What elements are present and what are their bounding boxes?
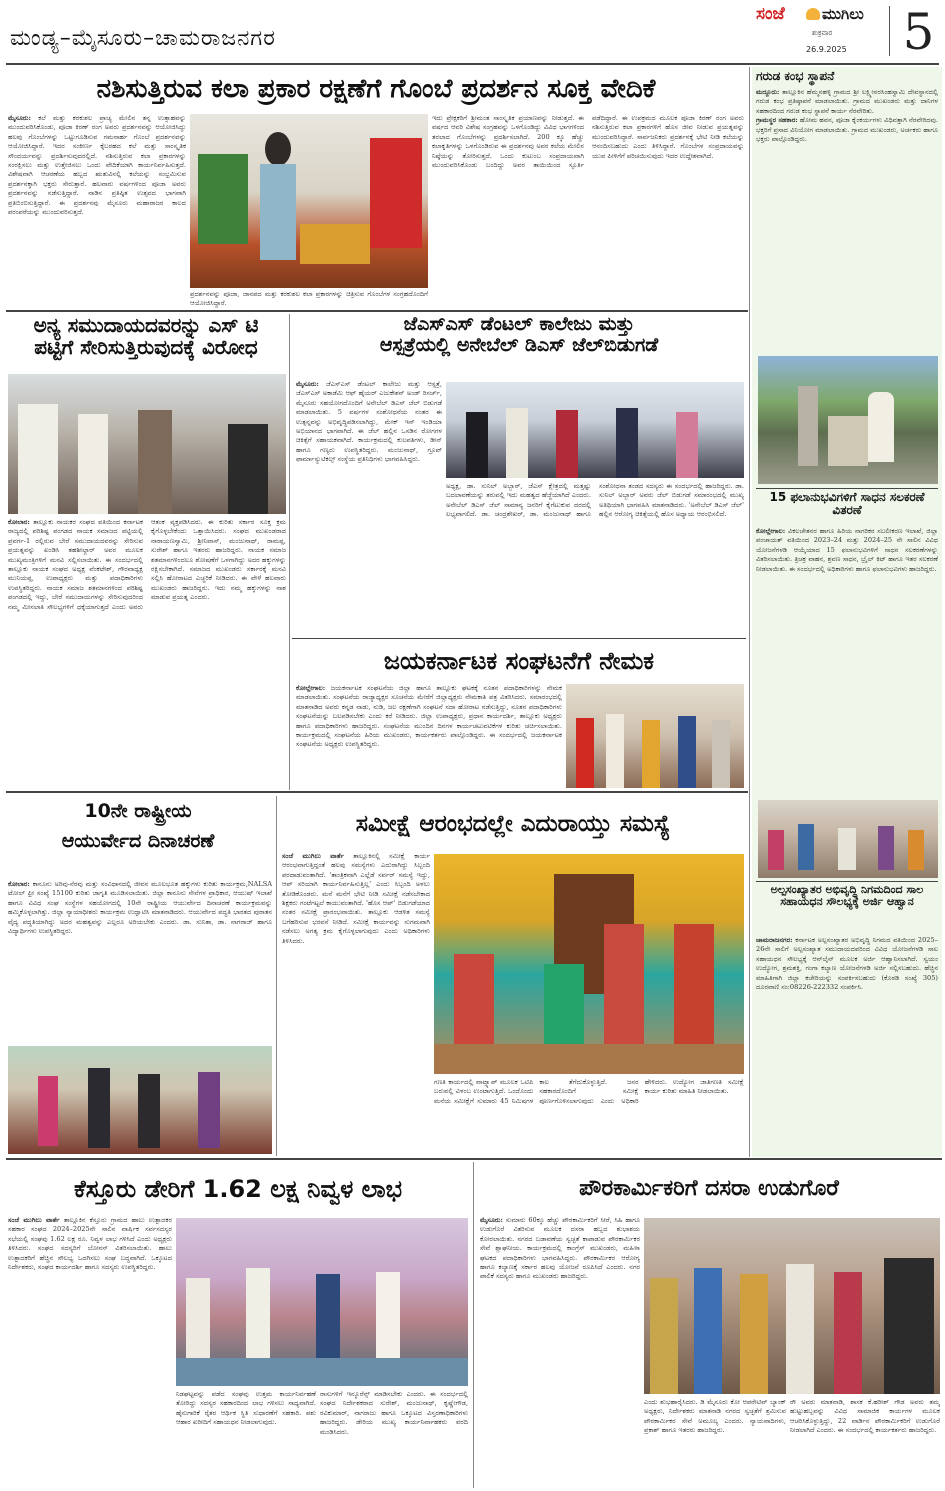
dateline: ಸಂಜೆ ಮುಗಿಲು ವಾರ್ತೆ	[8, 1216, 60, 1224]
issue-day: ಶುಕ್ರವಾರ	[812, 29, 833, 37]
page-header	[0, 0, 945, 66]
article-headline	[6, 314, 286, 370]
body-text: ಕರ್ನಾಟಕ ಅಲ್ಪಸಂಖ್ಯಾತರ ಅಭಿವೃದ್ಧಿ ನಿಗಮದ ವತಿಯಿಂದ 2025–26ನೇ ಸಾಲಿಗೆ ಅಲ್ಪಸಂಖ್ಯಾತ ಸಮುದಾಯದವರಿಂದ ವಿವಿಧ ಯೋಜನೆಗಳಡಿ ಸಾಲ ಸಹಾಯಧನ ಸೌಲಭ್ಯಕ್ಕೆ ಆನ್‌ಲೈನ್ ಮೂಲಕ ಅರ್ಜಿ ಆಹ್ವಾನಿಸಲಾಗಿದೆ. ಸ್ವಯಂ ಉದ್ಯೋಗ, ಶ್ರಮಶಕ್ತಿ, ಗಂಗಾ ಕಲ್ಯಾಣ ಯೋಜನೆಗಳಡಿ ಅರ್ಜಿ ಸಲ್ಲಿಸಬಹುದು. ಹೆಚ್ಚಿನ ಮಾಹಿತಿಗಾಗಿ ಜಿಲ್ಲಾ ಕಚೇರಿಯನ್ನು ಸಂಪರ್ಕಿಸಬಹುದು (ಕೊಠಡಿ ಸಂಖ್ಯೆ 305) ದೂರವಾಣಿ ಸಂ:08226-222332 ಸಂಪರ್ಕಿಸಿ.	[756, 936, 938, 992]
headline-line: ಅನ್ಯ ಸಮುದಾಯದವರನ್ನು ಎಸ್ ಟಿ	[33, 314, 259, 337]
article-body	[756, 527, 938, 795]
article-headline: ಕೆಸ್ತೂರು ಡೇರಿಗೆ 1.62 ಲಕ್ಷ ನಿವ್ವಳ ಲಾಭ	[73, 1175, 402, 1203]
photo-appointment	[566, 684, 744, 788]
article-body: ಎಂದು ಶುಭಹಾರೈಸಿದರು. ಡಿ ಮೈಸೂರು ಕೋ ಆಪರೇಟಿವ್ ಬ್ಯಾಂಕ್ ಅಧ್ಯಕ್ಷರು, ನಿರ್ದೇಶಕರು ಮಾತನಾಡಿ ನಗರದ ಸ್ವಚ್ಛತೆಗೆ ಶ್ರಮಿಸುವ ಪೌರಕಾರ್ಮಿಕರ ಸೇವೆ ಅಮೂಲ್ಯ ಎಂದರು. ನ್ಯಾಯವಾದಿಗಳು, ಪ್ರಕಾಶ್ ಹಾಗೂ ಇತರರು ಹಾಜರಿದ್ದರು.	[644, 1398, 786, 1435]
article-headline: ಗರುಡ ಕಂಭ ಸ್ಥಾಪನೆ	[756, 70, 835, 83]
issue-date: 26.9.2025	[806, 45, 847, 54]
section-title: ಮಂಡ್ಯ–ಮೈಸೂರು–ಚಾಮರಾಜನಗರ	[10, 26, 276, 51]
photo-st-protest	[8, 374, 286, 514]
body-text: ಕಾನೂನು ಅರಿವು-ನೆರವು ಮತ್ತು ಸಂವಿಧಾನದಲ್ಲಿ ಜೀವನ ಮೂಲಭೂತ ಹಕ್ಕುಗಳು ಕುರಿತು ಕಾರ್ಯಕ್ರಮ,NALSA ಟೋಲ್ ಫ್ರೀ ಸಂಖ್ಯೆ 15100 ಕುರಿತು ಜಾಗೃತಿ ಮೂಡಿಸಲಾಯಿತು. ಜಿಲ್ಲಾ ಕಾನೂನು ಸೇವೆಗಳ ಪ್ರಾಧಿಕಾರ, ಆಯುಷ್ ಇಲಾಖೆ ಹಾಗೂ ವಿವಿಧ ಸಂಘ ಸಂಸ್ಥೆಗಳ ಸಹಯೋಗದಲ್ಲಿ 10ನೇ ರಾಷ್ಟ್ರೀಯ ಆಯುರ್ವೇದ ದಿನಾಚರಣೆ ಕಾರ್ಯಕ್ರಮವನ್ನು ಹಮ್ಮಿಕೊಳ್ಳಲಾಗಿತ್ತು. ಜಿಲ್ಲಾ ನ್ಯಾಯಾಧೀಶರು ಕಾರ್ಯಕ್ರಮ ಉದ್ಘಾಟಿಸಿ ಮಾತನಾಡಿದರು. ಆಯುರ್ವೇದ ಪದ್ಧತಿ ಭಾರತದ ಪುರಾತನ ವೈದ್ಯ ಪದ್ಧತಿಯಾಗಿದ್ದು ಅದರ ಮಹತ್ವವನ್ನು ಎಲ್ಲರೂ ಅರಿಯಬೇಕು ಎಂದರು. ಡಾ. ಸುನಿತಾ, ಡಾ. ನಾಗರಾಜ್ ಹಾಗೂ ವಿದ್ಯಾರ್ಥಿಗಳು ಉಪಸ್ಥಿತರಿದ್ದರು.	[8, 880, 272, 936]
article-body	[756, 936, 938, 1154]
dateline: ಸಂಜೆ ಮುಗಿಲು ವಾರ್ತೆ	[282, 852, 344, 860]
article-headline: ಜಯಕರ್ನಾಟಕ ಸಂಘಟನೆಗೆ ನೇಮಕ	[383, 647, 655, 675]
article-body	[480, 1216, 640, 1488]
divider	[6, 1158, 942, 1160]
body-text: ಸುಮಾರು 60ಕ್ಕೂ ಹೆಚ್ಚು ಪೌರಕಾರ್ಮಿಕರಿಗೆ ಸೀರೆ, ಸಿಹಿ ಹಾಗೂ ಉಡುಗೊರೆ ವಿತರಿಸುವ ಮೂಲಕ ದಸರಾ ಹಬ್ಬದ ಶುಭಾಶಯ ಕೋರಲಾಯಿತು. ನಗರದ ಬಡಾವಣೆಯ ಸ್ವಚ್ಛತೆ ಕಾಪಾಡುವ ಪೌರಕಾರ್ಮಿಕರ ಸೇವೆ ಶ್ಲಾಘನೀಯ. ಕಾರ್ಯಕ್ರಮದಲ್ಲಿ ಕಾಂಗ್ರೆಸ್ ಮುಖಂಡರು, ಮಹಿಳಾ ಘಟಕದ ಪದಾಧಿಕಾರಿಗಳು ಭಾಗವಹಿಸಿದ್ದರು. ಪೌರಕಾರ್ಮಿಕರ ಆರೋಗ್ಯ ಹಾಗೂ ಕಲ್ಯಾಣಕ್ಕೆ ಸರ್ಕಾರ ಹಲವು ಯೋಜನೆ ರೂಪಿಸಿದೆ ಎಂದರು. ನಗರ ಪಾಲಿಕೆ ಸದಸ್ಯರು ಹಾಗೂ ಮುಖಂಡರು ಹಾಜರಿದ್ದರು.	[480, 1216, 640, 1281]
photo-garuda-pillar	[758, 356, 938, 484]
article-body	[8, 518, 286, 788]
article-body: ಪ್ರದರ್ಶನವನ್ನು ಪೂಜಾ, ಜಾನಪದ ಮತ್ತು ಕರಕುಶಲ ಕಲಾ ಪ್ರಕಾರಗಳನ್ನು ಚಿತ್ರಿಸುವ ಗೊಂಬೆಗಳ ಸಂಗ್ರಹದೊಂದಿಗೆ ಆಯೋಜಿಸಿದ್ದಾರೆ.	[190, 290, 428, 308]
article-body: ಗಣತಿ ಕಾರ್ಯದಲ್ಲಿ ವಾಟ್ಸ್ಯಾಪ್ ಮೂಲಕ ಒಟಿಪಿ ಬರುವಲ್ಲಿ ವಿಳಂಬ ಉಂಟಾಗುತ್ತಿದೆ. ಒಂದೊಂದು ಮನೆಯ ಸಮೀಕ್ಷೆಗೆ ಸುಮಾರು 45 ನಿಮಿಷಗಳ ಕಾಲ ತೆಗೆದುಕೊಳ್ಳುತ್ತಿದೆ. ಜನರ ಸಹಕಾರದೊಂದಿಗೆ ಸಮೀಕ್ಷೆ ಪೂರ್ಣಗೊಳಿಸಲಾಗುವುದು ಎಂದು ಅಧಿಕಾರಿ ಹೇಳಿದರು. ಉದ್ಯೋಗ ಜಾತಿಗಣತಿ ಸಮೀಕ್ಷೆ ಕಾರ್ಯ ಕುರಿತು ಮಾಹಿತಿ ನೀಡಲಾಯಿತು.	[434, 1078, 744, 1105]
headline-line: ಆಸ್ಪತ್ರೆಯಲ್ಲಿ ಅನೇಬೆಲ್ ಡಿಎಸ್ ಜೆಲ್‌ಬಿಡುಗಡೆ	[379, 333, 659, 356]
dateline: ಕೋಲ್ಲೇಗಾಲ:	[756, 527, 786, 535]
headline-line: 10ನೇ ರಾಷ್ಟ್ರೀಯ	[84, 800, 192, 822]
article-body	[8, 1216, 172, 1488]
photo-dairy-meeting	[176, 1218, 468, 1386]
photo-ayurveda-day	[8, 1046, 272, 1154]
body-text: ಜಯಕರ್ನಾಟಕ ಸಂಘಟನೆಯ ಜಿಲ್ಲಾ ಹಾಗೂ ತಾಲ್ಲೂಕು ಘಟಕಕ್ಕೆ ನೂತನ ಪದಾಧಿಕಾರಿಗಳನ್ನು ನೇಮಕ ಮಾಡಲಾಯಿತು. ಸಂಘಟನೆಯ ರಾಜ್ಯಾಧ್ಯಕ್ಷರ ಸೂಚನೆಯ ಮೇರೆಗೆ ಜಿಲ್ಲಾಧ್ಯಕ್ಷರು ನೇಮಕಾತಿ ಪತ್ರ ವಿತರಿಸಿದರು. ಸಮಾರಂಭದಲ್ಲಿ ಮಾತನಾಡಿದ ಅವರು ಕನ್ನಡ ನಾಡು, ನುಡಿ, ಜಲ ರಕ್ಷಣೆಗಾಗಿ ಸಂಘಟನೆ ಸದಾ ಹೋರಾಟ ನಡೆಸುತ್ತಿದ್ದು, ನೂತನ ಪದಾಧಿಕಾರಿಗಳು ಸಂಘಟನೆಯನ್ನು ಬಲಪಡಿಸಬೇಕು ಎಂದು ಕರೆ ನೀಡಿದರು. ಜಿಲ್ಲಾ ಉಪಾಧ್ಯಕ್ಷರು, ಪ್ರಧಾನ ಕಾರ್ಯದರ್ಶಿ, ತಾಲ್ಲೂಕು ಅಧ್ಯಕ್ಷರು ಹಾಗೂ ಪದಾಧಿಕಾರಿಗಳು ಹಾಜರಿದ್ದರು. ಸಂಘಟನೆಯ ಮುಂದಿನ ದಿನಗಳ ಕಾರ್ಯಚಟುವಟಿಕೆಗಳ ಕುರಿತು ಚರ್ಚಿಸಲಾಯಿತು. ಕಾರ್ಯಕ್ರಮದಲ್ಲಿ ಸಂಘಟನೆಯ ಹಿರಿಯ ಮುಖಂಡರು, ಕಾರ್ಯಕರ್ತರು ಪಾಲ್ಗೊಂಡಿದ್ದರು. ಈ ಸಂದರ್ಭದಲ್ಲಿ ಜಯಕರ್ನಾಟಕ ಸಂಘಟನೆಯ ಅಧ್ಯಕ್ಷರು ಉಪಸ್ಥಿತರಿದ್ದರು.	[296, 684, 562, 749]
body-text: ಹೋಮ ಹವನ, ಪೂಜಾ ಕೈಂಕರ್ಯಗಳು ವಿಧಿವತ್ತಾಗಿ ನೆರವೇರಿದವು. ಭಕ್ತರಿಗೆ ಪ್ರಸಾದ ವಿನಿಯೋಗ ಮಾಡಲಾಯಿತು. ಗ್ರಾಮದ ಮುಖಂಡರು, ಅರ್ಚಕರು ಹಾಗೂ ಭಕ್ತರು ಪಾಲ್ಗೊಂಡಿದ್ದರು.	[756, 116, 938, 144]
article-headline	[292, 314, 746, 376]
body-text: ತಾಲ್ಲೂಕಿನಲ್ಲಿ ಸಮೀಕ್ಷೆ ಕಾರ್ಯ ಆರಂಭವಾಗುತ್ತಿದ್ದಂತೆ ಹಲವು ಸಮಸ್ಯೆಗಳು ಎದುರಾಗಿದ್ದು ಸಿಬ್ಬಂದಿ ಪರದಾಡುವಂತಾಗಿದೆ. 'ತಾಂತ್ರಿಕವಾಗಿ ಎಲ್ಲೆಡೆ ಸರ್ವರ್ ಸಮಸ್ಯೆ ಇದ್ದು, ಆಪ್ ಸರಿಯಾಗಿ ಕಾರ್ಯನಿರ್ವಹಿಸುತ್ತಿಲ್ಲ' ಎಂದು ಸಿಬ್ಬಂದಿ ಅಳಲು ತೋಡಿಕೊಂಡರು. ಮನೆ ಮನೆಗೆ ಭೇಟಿ ನೀಡಿ ಸಮೀಕ್ಷೆ ನಡೆಸಬೇಕಾದ ಶಿಕ್ಷಕರು ಗಂಟೆಗಟ್ಟಲೆ ಕಾಯುವಂತಾಗಿದೆ. 'ಹೊಸ ಆಪ್' ಬಿಡುಗಡೆಯಾದ ನಂತರ ಸಮೀಕ್ಷೆ ಪ್ರಾರಂಭವಾಯಿತು. ತಾಲ್ಲೂಕು ಆಡಳಿತ ಸಮಸ್ಯೆ ಬಗೆಹರಿಸುವ ಭರವಸೆ ನೀಡಿದೆ. ಸಮೀಕ್ಷೆ ಕಾರ್ಯವನ್ನು ಸುಗಮವಾಗಿ ನಡೆಸಲು ಅಗತ್ಯ ಕ್ರಮ ಕೈಗೊಳ್ಳಲಾಗುವುದು ಎಂದು ಅಧಿಕಾರಿಗಳು ತಿಳಿಸಿದರು.	[282, 852, 430, 945]
body-text: ತಾಲ್ಲೂಕು ನಾಯಕರ ಸಂಘದ ವತಿಯಿಂದ ಕರ್ನಾಟಕ ರಾಜ್ಯದಲ್ಲಿ ಪರಿಶಿಷ್ಟ ಪಂಗಡದ ನಾಯಕ ಸಮಾಜದ ಪಟ್ಟಿಯಲ್ಲಿ ಪ್ರವರ್ಗ-1 ರಲ್ಲಿರುವ ಬೇರೆ ಸಮುದಾಯದವರನ್ನು ಸೇರಿಸುವ ಪ್ರಯತ್ನವನ್ನು ಖಂಡಿಸಿ ತಹಶೀಲ್ದಾರ್ ಅವರ ಮೂಲಕ ಮುಖ್ಯಮಂತ್ರಿಗಳಿಗೆ ಮನವಿ ಸಲ್ಲಿಸಲಾಯಿತು. ಈ ಸಂದರ್ಭದಲ್ಲಿ ತಾಲ್ಲೂಕು ನಾಯಕ ಸಂಘದ ಅಧ್ಯಕ್ಷ ವೆಂಕಟೇಶ್, ಗೌರವಾಧ್ಯಕ್ಷ ಮುನಿಯಪ್ಪ, ಉಪಾಧ್ಯಕ್ಷರು ಮತ್ತು ಪದಾಧಿಕಾರಿಗಳು ಉಪಸ್ಥಿತರಿದ್ದರು. ನಾಯಕ ಸಮಾಜ ಶತಮಾನಗಳಿಂದ ಪರಿಶಿಷ್ಟ ಪಂಗಡದಲ್ಲಿ ಇದ್ದು, ಬೇರೆ ಸಮುದಾಯಗಳನ್ನು ಸೇರಿಸುವುದರಿಂದ ನಮ್ಮ ಮೀಸಲಾತಿ ಸೌಲಭ್ಯಗಳಿಗೆ ಧಕ್ಕೆಯಾಗುತ್ತದೆ ಎಂದು ಅವರು ಆತಂಕ ವ್ಯಕ್ತಪಡಿಸಿದರು. ಈ ಕುರಿತು ಸರ್ಕಾರ ಸೂಕ್ತ ಕ್ರಮ ಕೈಗೊಳ್ಳಬೇಕೆಂದು ಒತ್ತಾಯಿಸಿದರು. ಸಂಘದ ಮುಖಂಡರಾದ ನಾರಾಯಣಸ್ವಾಮಿ, ಶ್ರೀನಿವಾಸ್, ಮಂಜುನಾಥ್, ರಾಮಪ್ಪ, ಸುರೇಶ್ ಹಾಗೂ ಇತರರು ಹಾಜರಿದ್ದರು. ನಾಯಕ ಸಮಾಜ ಶತಮಾನಗಳಿಂದಲೂ ಶೋಷಣೆಗೆ ಒಳಗಾಗಿದ್ದು ಅದರ ಹಕ್ಕುಗಳನ್ನು ರಕ್ಷಿಸಬೇಕಾಗಿದೆ. ಸಮಾಜದ ಮುಖಂಡರು ಸರ್ಕಾರಕ್ಕೆ ಮನವಿ ಸಲ್ಲಿಸಿ ಹೋರಾಟದ ಎಚ್ಚರಿಕೆ ನೀಡಿದರು. ಈ ವೇಳೆ ಹಲವಾರು ಮುಖಂಡರು ಹಾಜರಿದ್ದರು. ಇದು ನಮ್ಮ ಹಕ್ಕುಗಳನ್ನು ನಾಶ ಮಾಡುವ ಪ್ರಯತ್ನ ಎಂದರು.	[8, 518, 286, 611]
article-body: ರಾಸುಗಳಿಗೆ ಇನ್ಶೂರೆನ್ಸ್ ಮಾಡಿಸಬೇಕು ಎಂದರು. ಈ ಸಂದರ್ಭದಲ್ಲಿ ಸಂಘದ ನಿರ್ದೇಶಕರಾದ ಸುರೇಶ್, ಮಂಜುನಾಥ್, ಕೃಷ್ಣೇಗೌಡ, ರವಿಕುಮಾರ್, ನಾಗರಾಜು ಹಾಗೂ ಒಕ್ಕೂಟದ ವಿಸ್ತರಣಾಧಿಕಾರಿಗಳು ಹಾಜರಿದ್ದರು. ಡೇರಿಯ ಮುಖ್ಯ ಕಾರ್ಯನಿರ್ವಾಹಕರು ವರದಿ ಮಂಡಿಸಿದರು.	[320, 1390, 468, 1436]
divider	[6, 791, 748, 793]
masthead	[752, 2, 884, 42]
photo-doll-exhibition	[190, 114, 428, 288]
brand-cloud-icon	[806, 8, 820, 20]
article-headline: ಅಲ್ಪಸಂಖ್ಯಾತರ ಅಭಿವೃದ್ಧಿ ನಿಗಮದಿಂದ ಸಾಲ ಸಹಾಯಧನ ಸೌಲಭ್ಯಕ್ಕೆ ಅರ್ಜಿ ಆಹ್ವಾನ	[770, 884, 924, 909]
sub-label: ಗ್ರಾಮಸ್ಥರ ಸಹಕಾರ:	[756, 116, 798, 125]
photo-beneficiaries	[758, 800, 938, 878]
article-body	[296, 684, 562, 788]
header-rule	[6, 63, 939, 65]
article-body	[282, 852, 430, 1074]
brand-sanje: ಸಂಜೆ	[756, 4, 785, 24]
page-number: 5	[902, 3, 935, 61]
body-text: ವಿಕಲಚೇತನರ ಹಾಗೂ ಹಿರಿಯ ನಾಗರಿಕರ ಸಬಲೀಕರಣ ಇಲಾಖೆ, ಜಿಲ್ಲಾ ಪಂಚಾಯತ್ ವತಿಯಿಂದ 2023–24 ಮತ್ತು 2024–25 ನೇ ಸಾಲಿನ ವಿವಿಧ ಯೋಜನೆಗಳಡಿ ಆಯ್ಕೆಯಾದ 15 ಫಲಾನುಭವಿಗಳಿಗೆ ಸಾಧನ ಸಲಕರಣೆಗಳನ್ನು ವಿತರಿಸಲಾಯಿತು. ತ್ರಿಚಕ್ರ ವಾಹನ, ಶ್ರವಣ ಸಾಧನ, ಬ್ರೈಲ್ ಕಿಟ್ ಹಾಗೂ ಇತರ ಸಲಕರಣೆ ನೀಡಲಾಯಿತು. ಈ ಸಂದರ್ಭದಲ್ಲಿ ಅಧಿಕಾರಿಗಳು ಹಾಗೂ ಫಲಾನುಭವಿಗಳು ಹಾಜರಿದ್ದರು.	[756, 527, 938, 573]
sidebar-divider	[749, 67, 750, 1157]
divider	[756, 881, 938, 882]
dateline: ಮದ್ದೂರು:	[756, 88, 780, 96]
headline-line: ಜೆಎಸ್‌ಎಸ್ ಡೆಂಟಲ್ ಕಾಲೇಜು ಮತ್ತು	[403, 314, 635, 335]
dateline: ಮೈಸೂರು:	[8, 114, 31, 122]
masthead-divider	[889, 6, 890, 56]
divider	[292, 638, 746, 639]
body-text: ತಾಲ್ಲೂಕಿನ ಕೆಸ್ತೂರು ಗ್ರಾಮದ ಹಾಲು ಉತ್ಪಾದಕರ ಸಹಕಾರ ಸಂಘದ 2024–2025ನೇ ಸಾಲಿನ ವಾರ್ಷಿಕ ಸರ್ವಸದಸ್ಯರ ಸಭೆಯಲ್ಲಿ ಸಂಘವು 1.62 ಲಕ್ಷ ರೂ. ನಿವ್ವಳ ಲಾಭ ಗಳಿಸಿದೆ ಎಂದು ಅಧ್ಯಕ್ಷರು ತಿಳಿಸಿದರು. ಸಂಘದ ಸದಸ್ಯರಿಗೆ ಬೋನಸ್ ವಿತರಿಸಲಾಯಿತು. ಹಾಲು ಉತ್ಪಾದಕರಿಗೆ ಹೆಚ್ಚಿನ ಸೌಲಭ್ಯ ಒದಗಿಸಲು ಸಂಘ ಬದ್ಧವಾಗಿದೆ. ಒಕ್ಕೂಟದ ನಿರ್ದೇಶಕರು, ಸಂಘದ ಕಾರ್ಯದರ್ಶಿ ಹಾಗೂ ಸದಸ್ಯರು ಉಪಸ್ಥಿತರಿದ್ದರು.	[8, 1216, 172, 1272]
article-body	[756, 88, 938, 350]
headline-line: ಆಯುರ್ವೇದ ದಿನಾಚರಣೆ	[61, 830, 215, 852]
dateline: ಮೈಸೂರು:	[480, 1216, 503, 1224]
photo-pourakarmika	[644, 1218, 940, 1394]
dateline: ಕೋಲ್ಲೇಗಾಲ:	[296, 684, 326, 692]
dateline: ಕೋಲಾರ:	[8, 880, 30, 888]
divider	[276, 796, 277, 1156]
article-headline	[6, 796, 270, 866]
article-body	[8, 114, 186, 304]
body-text: ಕಲೆ ಮತ್ತು ಕರಕುಶಲ ಪ್ರಾಚ್ಯ ಮೇಲಿನ ತನ್ನ ಉತ್ಸಾಹವನ್ನು ಮುಂದುವರಿಸಿಕೊಂಡು, ಪೂಜಾ ಕಿರಣ್ ರಂಗ ಅವರು ಪ್ರದರ್ಶನವನ್ನು ಆಯೋಜಿಸಿದ್ದು ಹಲವು ಗೊಂಬೆಗಳನ್ನು ಒಟ್ಟುಗೂಡಿಸುವ ಗಮನಾರ್ಹ ಗೊಂಬೆ ಪ್ರದರ್ಶನವನ್ನು ಆಯೋಜಿಸಿದ್ದಾರೆ. ಇದರ ಸಂಕೀರ್ಣ ಕೈಬರಹದ ಕಲೆ ಮತ್ತು ಸಾಂಸ್ಕೃತಿಕ ಸೌಂದರ್ಯವನ್ನು ಪ್ರದರ್ಶಿಸುವುದರಲ್ಲಿದೆ. ನಶಿಸುತ್ತಿರುವ ಕಲಾ ಪ್ರಕಾರಗಳನ್ನು ಸಂರಕ್ಷಿಸಲು ಮತ್ತು ಉತ್ತೇಜಿಸಲು ಒಂದು ವೇದಿಕೆಯಾಗಿ ಕಾರ್ಯನಿರ್ವಹಿಸುತ್ತದೆ. ವಿಶೇಷವಾಗಿ ಆಚರಣೆಯ ಹಬ್ಬದ ಋತುವಿನಲ್ಲಿ ಕಲೆಯನ್ನು ಸಂಭ್ರಮಿಸುವ ಪ್ರದರ್ಶನಕ್ಕಾಗಿ ಭಕ್ತರು ಸೇರುತ್ತಾರೆ. ಹಲವಾರು ವರ್ಷಗಳಿಂದ ಪೂಜಾ ಅವರು ಪ್ರದರ್ಶನವನ್ನು ನಡೆಸುತ್ತಿದ್ದಾರೆ. ನಾಡಿನ ಪ್ರತಿಷ್ಠಿತ ಉತ್ಸವದ ಭಾಗವಾಗಿ ಪ್ರತಿಬಿಂಬಿಸುತ್ತಿದ್ದಾರೆ. ಈ ಪ್ರದರ್ಶನವು ಮೈಸೂರು ಮಹಾರಾಜರ ಕಾಲದ ಪರಂಪರೆಯನ್ನು ಮುಂದುವರಿಸುತ್ತದೆ.	[8, 114, 186, 217]
photo-survey	[434, 854, 744, 1074]
divider	[473, 1162, 474, 1488]
article-body: ಅಧ್ಯಕ್ಷ, ಡಾ. ಸುನಿಲ್ ಅಬ್ಬಾರ್, ಜೆಎಸ್ ಕ್ಷೇತ್ರದಲ್ಲಿ ಮತ್ತಷ್ಟು ಬದಲಾವಣೆಯನ್ನು ತರುವಲ್ಲಿ ಇದು ಮಹತ್ವದ ಹೆಜ್ಜೆಯಾಗಿದೆ ಎಂದರು. ಅನೇಬೆಲ್ ಡಿಎಸ್ ಜೆಲ್ ಸಾಮಾನ್ಯ ಜನರಿಗೆ ಕೈಗೆಟುಕುವ ದರದಲ್ಲಿ ಲಭ್ಯವಾಗಲಿದೆ. ಡಾ. ಚಂದ್ರಶೇಖರ್, ಡಾ. ಮಂಜುನಾಥ್ ಹಾಗೂ ಸಂಶೋಧನಾ ತಂಡದ ಸದಸ್ಯರು ಈ ಸಂದರ್ಭದಲ್ಲಿ ಹಾಜರಿದ್ದರು. ಡಾ. ಸುನಿಲ್ ಅಬ್ಬಾರ್ ಅವರು ಜೆಲ್ ಬಿಡುಗಡೆ ಸಮಾರಂಭದಲ್ಲಿ ಮುಖ್ಯ ಅತಿಥಿಯಾಗಿ ಭಾಗವಹಿಸಿ ಮಾತನಾಡಿದರು. 'ಅನೇಬೆಲ್ ಡಿಎಸ್ ಜೆಲ್' ಹಲ್ಲಿನ ಆರೋಗ್ಯ ಚಿಕಿತ್ಸೆಯಲ್ಲಿ ಹೊಸ ಅಧ್ಯಾಯ ಆರಂಭಿಸಲಿದೆ.	[446, 482, 744, 519]
article-headline: ಸಮೀಕ್ಷೆ ಆರಂಭದಲ್ಲೇ ಎದುರಾಯ್ತು ಸಮಸ್ಯೆ	[355, 811, 671, 837]
dateline: ಚಾಮರಾಜನಗರ:	[756, 936, 793, 944]
article-body	[296, 380, 442, 636]
brand-mugilu: ಮುಗಿಲು	[822, 5, 864, 23]
divider	[289, 314, 290, 790]
article-body: ರೌ ಅವರು ಮಾತನಾಡಿ, ಶಾಸಕ ಕೆ.ಹರೀಶ್ ಗೌಡ ಅವರು ತಮ್ಮ ಹುಟ್ಟುಹಬ್ಬವನ್ನು ವಿವಿಧ ಸಾಮಾಜಿಕ ಕಾರ್ಯಗಳ ಮೂಲಕ ಆಚರಿಸಿಕೊಳ್ಳುತ್ತಿದ್ದು, 22 ವಾರ್ಡಿನ ಪೌರಕಾರ್ಮಿಕರಿಗೆ ಉಡುಗೊರೆ ನೀಡಲಾಗಿದೆ ಎಂದರು. ಈ ಸಂದರ್ಭದಲ್ಲಿ ಕಾರ್ಯಕರ್ತರು ಹಾಜರಿದ್ದರು.	[790, 1398, 940, 1435]
article-body: ನಿಡಘಟ್ಟವನ್ನು ಪಡೆದ ಸಂಘವು ಉತ್ತಮ ಕಾರ್ಯನಿರ್ವಹಣೆ ತೋರಿದ್ದು ಸದಸ್ಯರ ಸಹಕಾರದಿಂದ ಲಾಭ ಗಳಿಸಲು ಸಾಧ್ಯವಾಗಿದೆ. ಹೈನುಗಾರಿಕೆ ರೈತರ ಆರ್ಥಿಕ ಸ್ಥಿತಿ ಸುಧಾರಣೆಗೆ ಸಹಕಾರಿ. ಪಶು ಆಹಾರ ಖರೀದಿಗೆ ಸಹಾಯಧನ ನೀಡಲಾಗುವುದು.	[176, 1390, 316, 1427]
article-body	[8, 880, 272, 1040]
dateline: ಕೋಲಾರ:	[8, 518, 30, 526]
body-text: ತಾಲ್ಲೂಕಿನ ಹೆಮ್ಮನಹಳ್ಳಿ ಗ್ರಾಮದ ಶ್ರೀ ಲಕ್ಷ್ಮೀನರಸಿಂಹಸ್ವಾಮಿ ದೇವಸ್ಥಾನದಲ್ಲಿ ಗರುಡ ಕಂಭ ಪ್ರತಿಷ್ಠಾಪನೆ ಮಾಡಲಾಯಿತು. ಗ್ರಾಮದ ಮುಖಂಡರು ಮತ್ತು ದಾನಿಗಳ ಸಹಕಾರದಿಂದ ಗರುಡ ಕಂಭ ಸ್ಥಾಪನೆ ಕಾರ್ಯ ನೆರವೇರಿತು.	[756, 88, 938, 115]
divider	[756, 488, 938, 489]
divider	[6, 310, 748, 312]
article-headline: ನಶಿಸುತ್ತಿರುವ ಕಲಾ ಪ್ರಕಾರ ರಕ್ಷಣೆಗೆ ಗೊಂಬೆ ಪ್ರದರ್ಶನ ಸೂಕ್ತ ವೇದಿಕೆ	[96, 74, 656, 104]
article-headline: ಪೌರಕಾರ್ಮಿಕರಿಗೆ ದಸರಾ ಉಡುಗೊರೆ	[579, 1176, 839, 1201]
photo-gel-launch	[446, 382, 744, 478]
article-body: ಇದು ಪ್ರೇಕ್ಷಕರಿಗೆ ಶ್ರೀಮಂತ ಸಾಂಸ್ಕೃತಿಕ ಪ್ರಯಾಣವನ್ನು ನೀಡುತ್ತದೆ. ಈ ವರ್ಷದ ಆವರಿ ವಿಶೇಷ ಸಂಗ್ರಹವನ್ನು ಒಳಗೊಂಡಿದ್ದು ವಿವಿಧ ಭಾಗಗಳಿಂದ ತರಲಾದ ಗೊಂಬೆಗಳನ್ನು ಪ್ರದರ್ಶಿಸಲಾಗಿದೆ. 200 ಕ್ಕೂ ಹೆಚ್ಚು ಕಲಾಕೃತಿಗಳನ್ನು ಒಳಗೊಂಡಿರುವ ಈ ಪ್ರದರ್ಶನವು ಅವರ ಕಲೆಯ ಮೇಲಿನ ನಿಷ್ಠೆಯನ್ನು ತೋರಿಸುತ್ತದೆ. ಒಂದು ಕುಟುಂಬ ಸಂಪ್ರದಾಯವಾಗಿ ಮುಂದುವರಿಸಿಕೊಂಡು ಬಂದಿದ್ದು ಅವರ ತಾಯಿಯಿಂದ ಸ್ಫೂರ್ತಿ ಪಡೆದಿದ್ದಾರೆ. ಈ ಉಪಕ್ರಮದ ಮೂಲಕ ಪೂಜಾ ಕಿರಣ್ ರಂಗ ಅವರು ನಶಿಸುತ್ತಿರುವ ಕಲಾ ಪ್ರಕಾರಗಳಿಗೆ ಹೊಸ ಜೀವ ನೀಡುವ ಪ್ರಯತ್ನವನ್ನು ಮುಂದುವರಿಸಿದ್ದಾರೆ. ಸಾರ್ವಜನಿಕರು ಪ್ರದರ್ಶನಕ್ಕೆ ಭೇಟಿ ನೀಡಿ ಕಲೆಯನ್ನು ಆನಂದಿಸಬಹುದು ಎಂದು ತಿಳಿಸಿದ್ದಾರೆ. ಗೊಂಬೆಗಳ ಸಂಪ್ರದಾಯವನ್ನು ಯುವ ಪೀಳಿಗೆಗೆ ಪರಿಚಯಿಸುವುದು ಇದರ ಉದ್ದೇಶವಾಗಿದೆ.	[432, 114, 744, 170]
article-headline: 15 ಫಲಾನುಭವಿಗಳಿಗೆ ಸಾಧನ ಸಲಕರಣೆ ವಿತರಣೆ	[769, 491, 925, 518]
dateline: ಮೈಸೂರು:	[296, 380, 319, 388]
headline-line: ಪಟ್ಟಿಗೆ ಸೇರಿಸುತ್ತಿರುವುದಕ್ಕೆ ವಿರೋಧ	[34, 335, 258, 359]
body-text: ಜೆಎಸ್‌ಎಸ್ ಡೆಂಟಲ್ ಕಾಲೇಜು ಮತ್ತು ಆಸ್ಪತ್ರೆ, ಜೆಎಸ್‌ಎಸ್ ಅಕಾಡೆಮಿ ಆಫ್ ಹೈಯರ್ ಎಜುಕೇಶನ್ ಅಂಡ್ ರಿಸರ್ಚ್, ಮೈಸೂರು ಸಹಯೋಗದೊಂದಿಗೆ ಅನೇಬೆಲ್ ಡಿಎಸ್ ಜೆಲ್ ಬಿಡುಗಡೆ ಮಾಡಲಾಯಿತು. 5 ವರ್ಷಗಳ ಸಂಶೋಧನೆಯ ನಂತರ ಈ ಉತ್ಪನ್ನವನ್ನು ಅಭಿವೃದ್ಧಿಪಡಿಸಲಾಗಿದ್ದು, ಮೇಕ್ ಇನ್ ಇಂಡಿಯಾ ಅಭಿಯಾನದ ಭಾಗವಾಗಿದೆ. ಈ ಜೆಲ್ ಹಲ್ಲಿನ ಒಸಡಿನ ರೋಗಗಳ ಚಿಕಿತ್ಸೆಗೆ ಸಹಾಯಕವಾಗಿದೆ. ಕಾರ್ಯಕ್ರಮದಲ್ಲಿ ಕುಲಪತಿಗಳು, ಡೀನ್ ಹಾಗೂ ಗಣ್ಯರು ಉಪಸ್ಥಿತರಿದ್ದರು. ಮಂಜುನಾಥ್, ಗ್ರೂಪ್ ಫಾರ್ಮಾಸ್ಯುಟಿಕಲ್ಸ್ ಸಂಸ್ಥೆಯ ಪ್ರತಿನಿಧಿಗಳು ಭಾಗವಹಿಸಿದ್ದರು.	[296, 380, 442, 464]
